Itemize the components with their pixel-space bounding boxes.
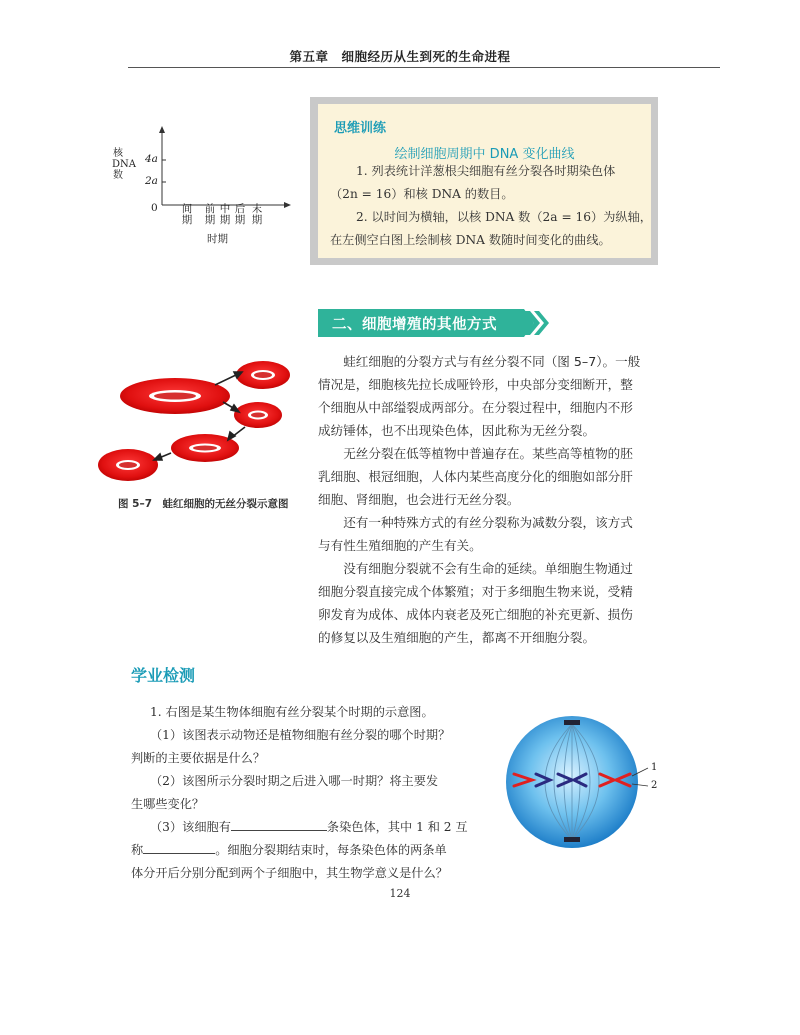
body-line: 还有一种特殊方式的有丝分裂称为减数分裂，该方式	[318, 515, 633, 530]
page-number: 124	[389, 887, 411, 900]
thinking-line-4: 在左侧空白图上绘制核 DNA 数随时间变化的曲线。	[330, 233, 611, 247]
assessment-title: 学业检测	[131, 666, 196, 685]
cell-label-1: 1	[651, 762, 658, 773]
question-1-1: （1）该图表示动物还是植物细胞有丝分裂的哪个时期？	[150, 728, 451, 742]
question-1-2: （2）该图所示分裂时期之后进入哪一时期？将主要发	[150, 774, 439, 788]
body-line: 卵发育为成体、成体内衰老及死亡细胞的补充更新、损伤	[318, 607, 633, 622]
body-line: 没有细胞分裂就不会有生命的延续。单细胞生物通过	[318, 561, 633, 576]
body-line: 个细胞从中部缢裂成两部分。在分裂过程中，细胞内不形	[318, 400, 633, 415]
section-title: 二、细胞增殖的其他方式	[332, 317, 497, 333]
question-1-2-cont: 生哪些变化？	[131, 797, 205, 811]
thinking-line-2: （2n = 16）和核 DNA 的数目。	[330, 187, 514, 201]
body-line: 乳细胞、根冠细胞，人体内某些高度分化的细胞如部分肝	[318, 469, 633, 484]
y-axis-label: 核DNA数	[112, 148, 136, 181]
y-tick-4a: 4a	[145, 153, 158, 165]
rbc-cell-top	[236, 361, 290, 389]
rbc-cell-large	[120, 378, 230, 414]
question-1-3-cont2: 体分开后分别分配到两个子细胞中，其生物学意义是什么？	[131, 866, 448, 880]
cell-label-2: 2	[651, 780, 658, 791]
figure-caption: 图 5–7 蛙红细胞的无丝分裂示意图	[118, 498, 289, 510]
body-line: 成纺锤体，也不出现染色体，因此称为无丝分裂。	[318, 423, 596, 438]
centriole-bottom	[564, 837, 580, 842]
blank-dna-graph	[115, 120, 295, 245]
body-line: 与有性生殖细胞的产生有关。	[318, 538, 482, 553]
question-1: 1. 右图是某生物体细胞有丝分裂某个时期的示意图。	[150, 705, 434, 719]
thinking-label: 思维训练	[334, 121, 387, 136]
y-tick-2a: 2a	[145, 175, 158, 187]
thinking-line-3: 2. 以时间为横轴，以核 DNA 数（2a = 16）为纵轴，	[356, 210, 652, 224]
page-header-title: 第五章 细胞经历从生到死的生命进程	[289, 49, 511, 64]
rbc-cell-mid	[234, 402, 282, 428]
body-line: 无丝分裂在低等植物中普遍存在。某些高等植物的胚	[318, 446, 633, 461]
question-1-1-cont: 判断的主要依据是什么？	[131, 751, 266, 765]
x-tick-interphase: 间 期	[181, 203, 193, 226]
answer-blank-2[interactable]	[143, 841, 215, 854]
thinking-subtitle: 绘制细胞周期中 DNA 变化曲线	[394, 147, 575, 162]
origin-label: 0	[151, 202, 158, 214]
x-tick-telophase: 末 期	[251, 203, 263, 226]
body-line: 细胞分裂直接完成个体繁殖；对于多细胞生物来说，受精	[318, 584, 633, 599]
x-tick-metaphase: 中 期	[219, 203, 231, 226]
header-rule	[128, 67, 720, 68]
body-line: 蛙红细胞的分裂方式与有丝分裂不同（图 5–7）。一般	[318, 354, 641, 369]
question-1-3: （3）该细胞有 条染色体，其中 1 和 2 互	[150, 820, 468, 834]
body-line: 的修复以及生殖细胞的产生，都离不开细胞分裂。	[318, 630, 596, 645]
x-tick-prophase: 前 期	[204, 203, 216, 226]
body-line: 细胞、肾细胞，也会进行无丝分裂。	[318, 492, 520, 507]
x-tick-anaphase: 后 期	[234, 203, 246, 226]
rbc-cell-small	[98, 449, 158, 481]
frog-rbc-figure	[95, 355, 305, 485]
thinking-line-1: 1. 列表统计洋葱根尖细胞有丝分裂各时期染色体	[356, 164, 616, 178]
question-1-3-cont: 称 。细胞分裂期结束时，每条染色体的两条单	[131, 843, 447, 857]
answer-blank-1[interactable]	[231, 818, 327, 831]
x-axis-label: 时期	[207, 233, 228, 245]
body-line: 情况是，细胞核先拉长成哑铃形，中央部分变细断开，整	[318, 377, 633, 392]
centriole-top	[564, 720, 580, 725]
metaphase-cell-figure	[498, 710, 670, 860]
